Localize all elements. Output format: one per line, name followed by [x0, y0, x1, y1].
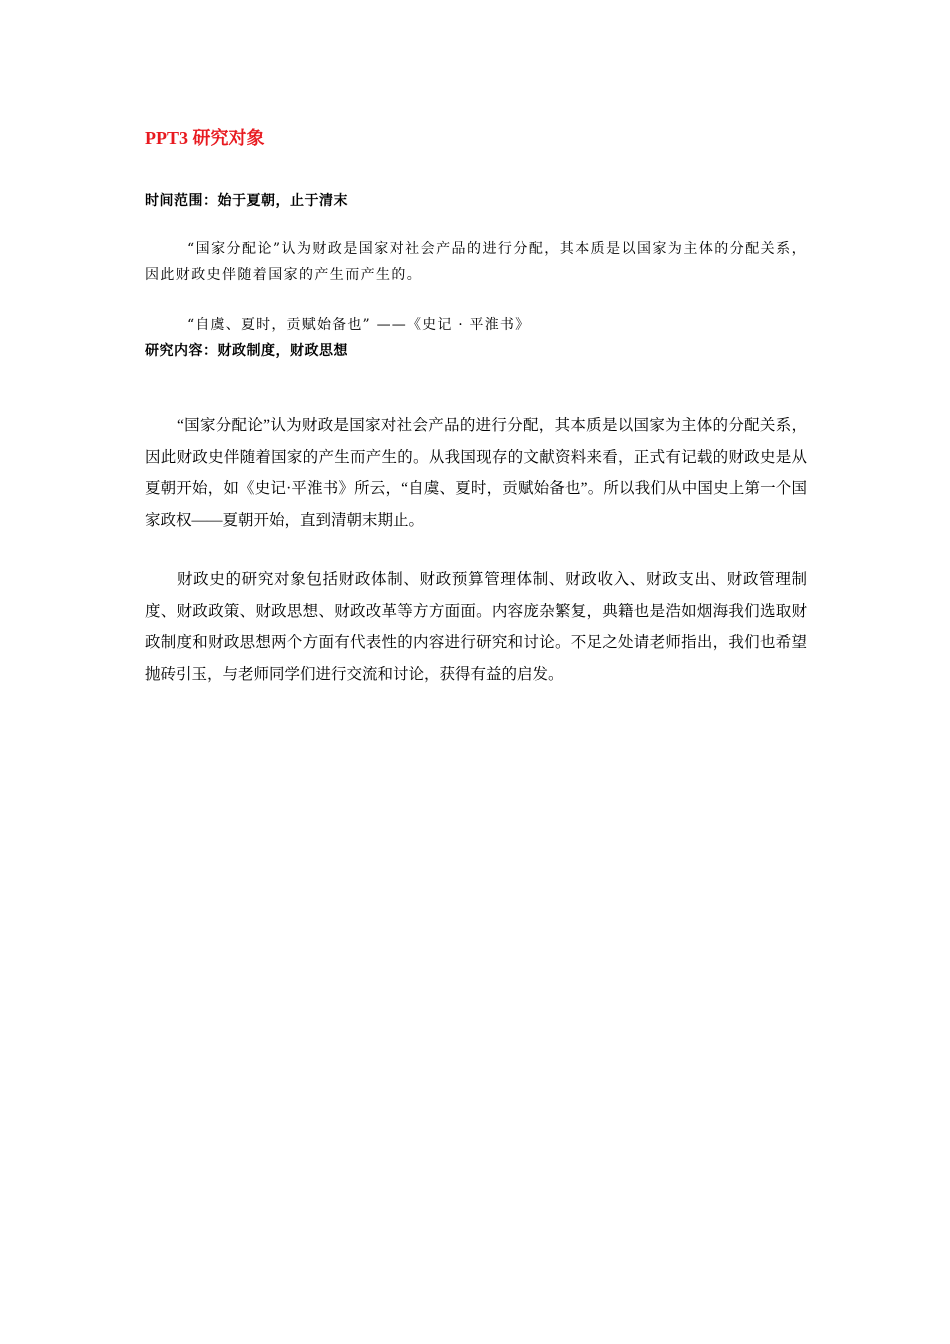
- page-title: PPT3 研究对象: [145, 128, 265, 148]
- time-range-paragraph: “国家分配论”认为财政是国家对社会产品的进行分配，其本质是以国家为主体的分配关系，因此财政史伴随着国家的产生而产生的。: [145, 241, 807, 283]
- time-range-heading: 时间范围：始于夏朝，止于清末: [145, 193, 348, 209]
- quote-line: “自虞、夏时，贡赋始备也” ——《史记 · 平淮书》: [187, 317, 531, 333]
- body-paragraph-1: “国家分配论”认为财政是国家对社会产品的进行分配，其本质是以国家为主体的分配关系，因此财政史伴随着国家的产生而产生的。从我国现存的文献资料来看，正式有记载的财政史是从夏朝开始，如《史记·平淮书》所云，“自虞、夏时，贡赋始备也”。所以我们从中国史上第一个国家政权——夏朝开始，直到清朝末期止。: [145, 417, 807, 529]
- body-paragraph-2: 财政史的研究对象包括财政体制、财政预算管理体制、财政收入、财政支出、财政管理制度、财政政策、财政思想、财政改革等方方面面。内容庞杂繁复，典籍也是浩如烟海我们选取财政制度和财政思想两个方面有代表性的内容进行研究和讨论。不足之处请老师指出，我们也希望抛砖引玉，与老师同学们进行交流和讨论，获得有益的启发。: [145, 571, 807, 683]
- research-content-heading: 研究内容：财政制度，财政思想: [145, 343, 348, 359]
